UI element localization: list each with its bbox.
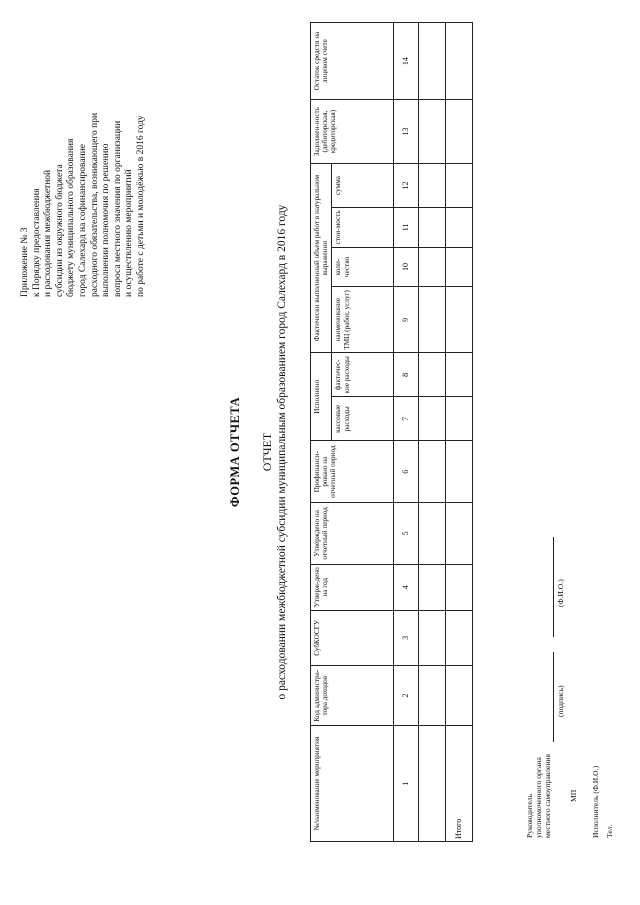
- header-volume-name: наименование ТМЦ (работ, услуг): [332, 287, 394, 353]
- header-executed: Исполнено: [311, 353, 332, 441]
- column-number: 8: [394, 353, 419, 397]
- form-title: ФОРМА ОТЧЕТА: [228, 396, 242, 508]
- total-row: [446, 23, 473, 842]
- appendix-line: и расходования межбюджетной: [43, 169, 54, 297]
- column-number: 1: [394, 726, 419, 842]
- column-numbers-row: [394, 23, 419, 842]
- header-debt: Задолжен-ность (дебиторская, кредиторская): [311, 100, 394, 164]
- column-number: 4: [394, 564, 419, 610]
- appendix-line: бюджету муниципального образования: [66, 138, 77, 297]
- header-volume: Фактически выполненный объем работ в натуральном выражении: [311, 163, 332, 352]
- signatory-line: уполномоченного органа: [534, 757, 543, 838]
- header-volume-cost: стои-мость: [332, 208, 394, 248]
- column-number: 13: [394, 100, 419, 164]
- header-volume-qty: коли-чество: [332, 247, 394, 287]
- appendix-line: и осуществлению мероприятий: [124, 169, 135, 297]
- header-name: №/наименование мероприятия: [311, 726, 394, 842]
- appendix-line: к Порядку предоставления: [31, 188, 42, 297]
- column-number: 9: [394, 287, 419, 353]
- header-executed-actual: фактичес-кие расходы: [332, 353, 394, 397]
- table-row-empty: [419, 23, 446, 842]
- header-executed-cash: кассовые расходы: [332, 397, 394, 441]
- name-caption: (Ф.И.О.): [556, 579, 565, 607]
- column-number: 14: [394, 23, 419, 100]
- appendix-line: вопроса местного значения по организации: [112, 120, 123, 297]
- appendix-line: выполнении полномочия по решению: [101, 143, 112, 297]
- header-code: Код администра-тора доходов: [311, 665, 394, 726]
- signature-block: [525, 22, 625, 882]
- appendix-line: по работе с детьми и молодёжью в 2016 году: [135, 115, 146, 297]
- executor-label: Исполнитель (Ф.И.О.): [591, 765, 600, 838]
- signatory-line: местного самоуправления: [543, 754, 552, 838]
- column-number: 3: [394, 610, 419, 665]
- appendix-note: [20, 27, 148, 297]
- column-number: 11: [394, 208, 419, 248]
- report-title: ОТЧЕТ: [260, 432, 274, 472]
- header-row-1: [311, 23, 332, 842]
- report-subtitle: о расходовании межбюджетной субсидии муниципальным образованием город Салехард в 2016 году: [276, 204, 288, 700]
- column-number: 5: [394, 503, 419, 565]
- column-number: 7: [394, 397, 419, 441]
- appendix-line: расходного обязательства, возникающего при: [89, 112, 100, 297]
- signatory-title: [525, 754, 552, 838]
- header-volume-sum: сумма: [332, 163, 394, 207]
- stamp-place: МП: [569, 789, 578, 802]
- column-number: 10: [394, 247, 419, 287]
- header-balance: Остаток средств на лицевом счете: [311, 23, 394, 100]
- appendix-line: субсидии из окружного бюджета: [54, 164, 65, 297]
- phone-label: Тел.: [605, 824, 614, 838]
- report-table: [310, 22, 473, 842]
- appendix-line: Приложение № 3: [20, 227, 30, 297]
- header-kosgu: СубКОСГУ: [311, 610, 394, 665]
- signatory-line: Руководитель: [525, 793, 534, 838]
- column-number: 6: [394, 441, 419, 503]
- column-number: 12: [394, 163, 419, 207]
- column-number: 2: [394, 665, 419, 726]
- name-line: [553, 537, 554, 637]
- total-label: Итого: [446, 726, 473, 842]
- rotated-report-page: [10, 22, 630, 882]
- appendix-line: город Салехард на софинансирование: [77, 143, 88, 297]
- signature-caption: (подпись): [556, 685, 565, 717]
- header-financed: Профинанси-ровано на отчетный период: [311, 441, 394, 503]
- header-approved-period: Утверждено на отчетный период: [311, 503, 394, 565]
- signature-line: [553, 652, 554, 742]
- header-approved-year: Утверж-дено на год: [311, 564, 394, 610]
